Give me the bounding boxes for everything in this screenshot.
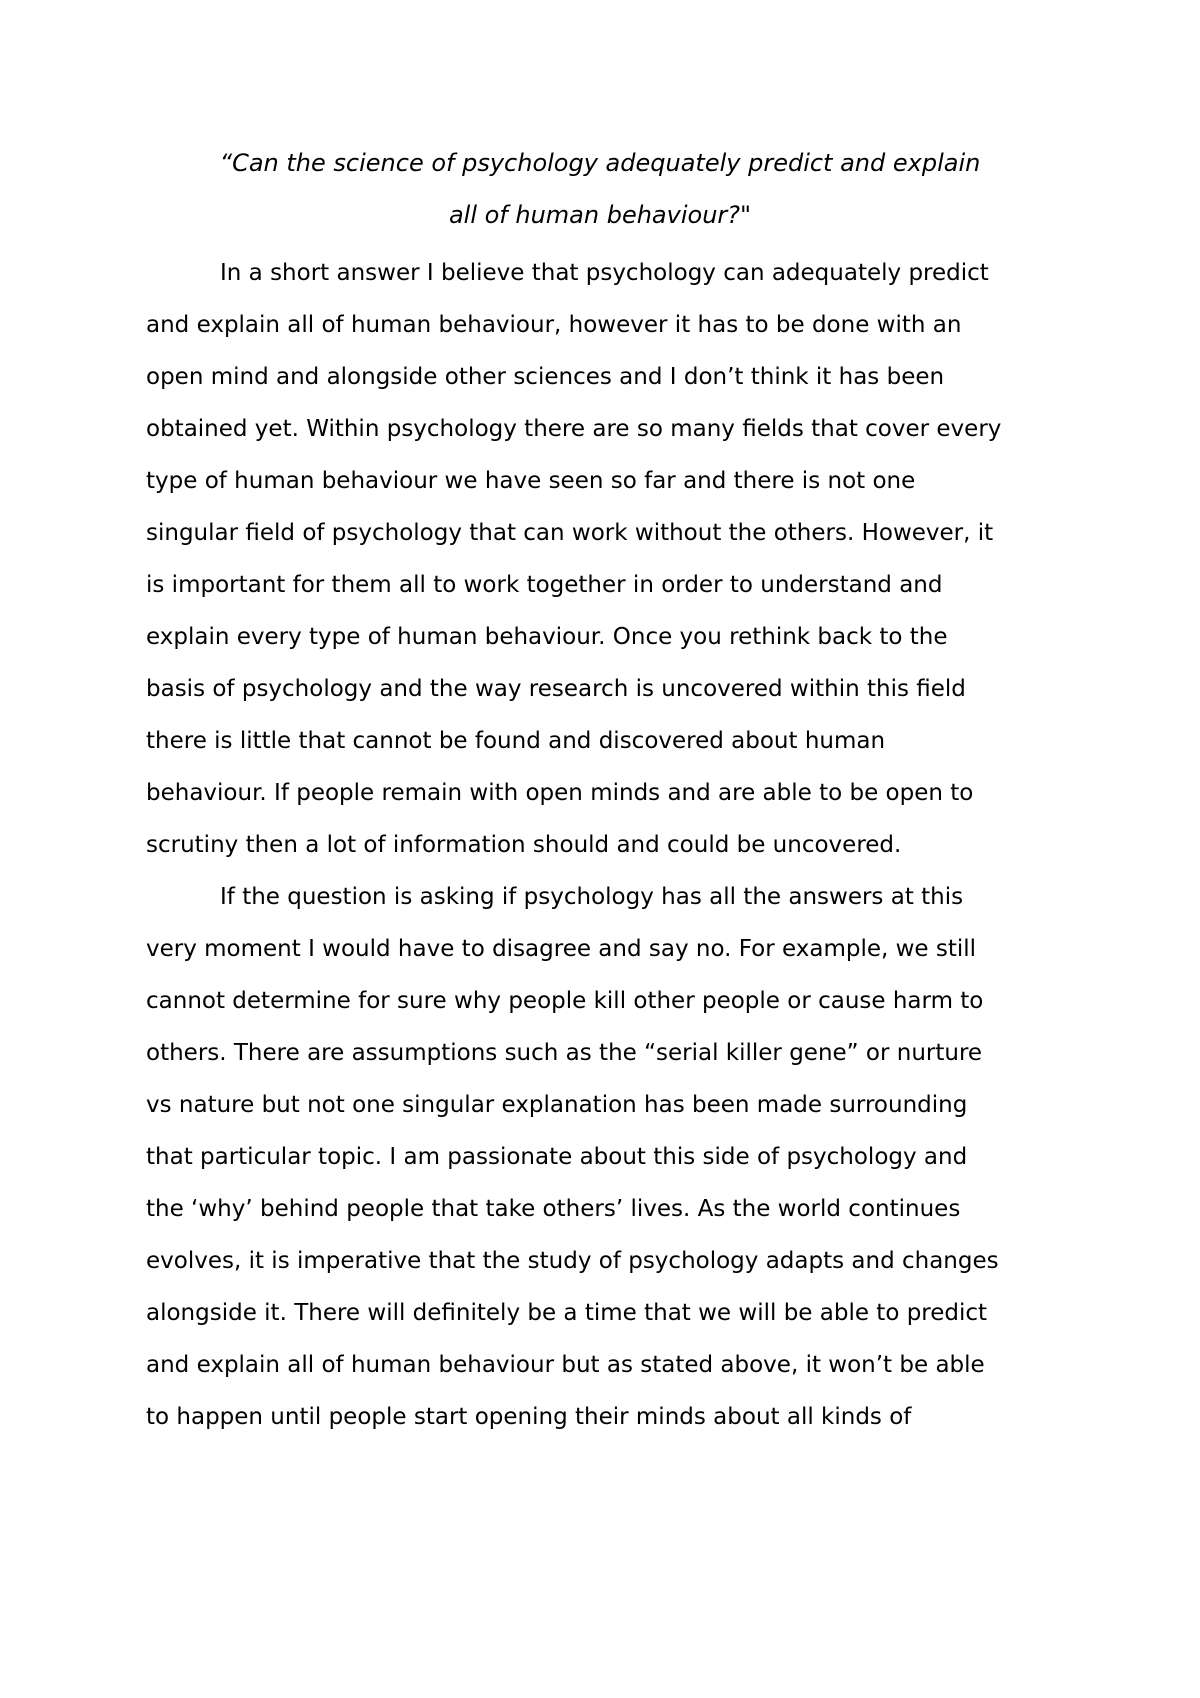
paragraph-line: to happen until people start opening their minds about all kinds of [146,1404,912,1430]
paragraph-line: alongside it. There will definitely be a time that we will be able to predict [146,1300,988,1326]
paragraph-line: basis of psychology and the way research is uncovered within this field [146,676,966,702]
paragraph-line: evolves, it is imperative that the study of psychology adapts and changes [146,1248,999,1274]
paragraph-line: is important for them all to work together in order to understand and [146,572,943,598]
paragraph-line: there is little that cannot be found and discovered about human [146,728,886,754]
paragraph-line: and explain all of human behaviour, however it has to be done with an [146,312,962,338]
essay-title-line-1: “Can the science of psychology adequately predict and explain [219,149,981,177]
paragraph-line: singular field of psychology that can work without the others. However, it [146,520,994,546]
paragraph-line: behaviour. If people remain with open minds and are able to be open to [146,780,974,806]
paragraph-line: very moment I would have to disagree and say no. For example, we still [146,936,977,962]
paragraph-line: and explain all of human behaviour but as stated above, it won’t be able [146,1352,985,1378]
paragraph-line: others. There are assumptions such as the “serial killer gene” or nurture [146,1040,983,1066]
paragraph-line: the ‘why’ behind people that take others’ lives. As the world continues [146,1196,961,1222]
paragraph-line: open mind and alongside other sciences and I don’t think it has been [146,364,945,390]
essay-title-line-2: all of human behaviour?" [448,201,752,229]
paragraph-line: In a short answer I believe that psychology can adequately predict [220,260,989,286]
paragraph-line: vs nature but not one singular explanation has been made surrounding [146,1092,968,1118]
paragraph-line: explain every type of human behaviour. Once you rethink back to the [146,624,948,650]
paragraph-line: type of human behaviour we have seen so far and there is not one [146,468,916,494]
paragraph-line: cannot determine for sure why people kill other people or cause harm to [146,988,984,1014]
paragraph-line: scrutiny then a lot of information should and could be uncovered. [146,832,902,858]
paragraph-line: If the question is asking if psychology has all the answers at this [220,884,964,910]
paragraph-line: obtained yet. Within psychology there are so many fields that cover every [146,416,1002,442]
paragraph-line: that particular topic. I am passionate about this side of psychology and [146,1144,968,1170]
